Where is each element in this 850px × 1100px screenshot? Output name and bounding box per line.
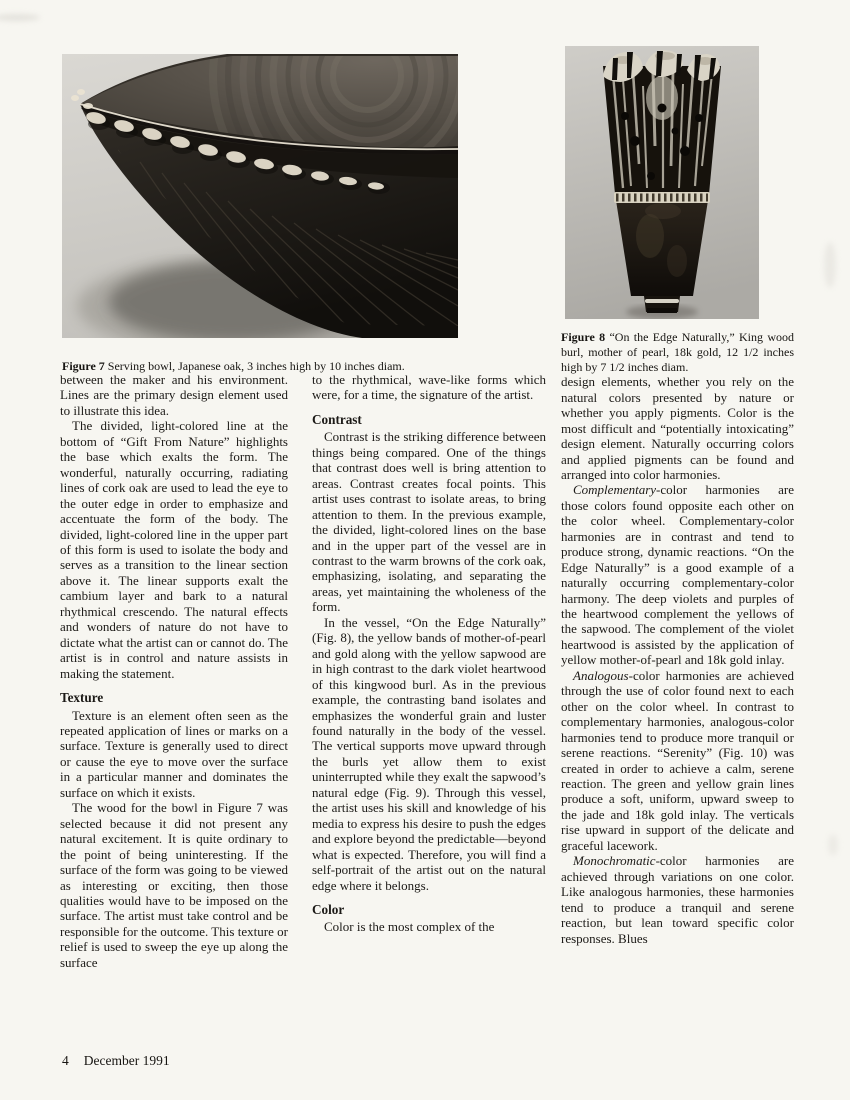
issue-date: December 1991 xyxy=(83,1053,170,1068)
section-heading: Texture xyxy=(60,690,104,706)
figure8-caption-text: “On the Edge Naturally,” King wood burl, mother of pearl, 18k gold, 12 1/2 inches high by 7 1/2 inches diam. xyxy=(561,330,794,374)
figure7-caption-text: Serving bowl, Japanese oak, 3 inches high by 10 inches diam. xyxy=(104,359,405,373)
column-3-text xyxy=(561,374,794,946)
body-paragraph: Contrast is the striking difference between things being compared. One of the things that contrast does well is bring attention to areas. Contrast creates focal points. This artist uses contrast to isolate areas, to bring attention to them. In the previous example, the divided, light-colored lines on the base and in the upper part of the vessel are in contrast to the warm browns of the cork oak, emphasizing, isolating, and separating the areas, yet maintaining the wholeness of the form. xyxy=(312,429,546,615)
italic-lead-word: Complementary xyxy=(573,482,657,498)
body-paragraph: design elements, whether you rely on the natural colors presented by nature or whether you apply pigments. Color is the most difficult and “potentially intoxicating” design element. Naturally occurring colors and applied pigments can be found and arranged into color harmonies. xyxy=(561,374,794,482)
body-paragraph: Analogous-color harmonies are achieved through the use of color found next to each other on the color wheel. In contrast to complementary harmonies, analogous-color harmonies tend to produce more tranquil or serene reactions. “Serenity” (Fig. 10) was created in order to achieve a calm, serene reaction. The green and yellow grain lines produce a soft, uniform, upward sweep to the jade and 18k gold inlay. The verticals rise upward in support of the delicate and graceful lacework. xyxy=(561,667,794,853)
figure7-serving-bowl-photo xyxy=(62,54,458,338)
scan-smudge xyxy=(824,242,836,288)
scan-smudge xyxy=(828,834,838,856)
italic-lead-word: Analogous xyxy=(573,667,629,683)
body-paragraph: Texture is an element often seen as the repeated application of lines or marks on a surface. Texture is generally used to direct or cause the eye to move over the surface in a particular manner and dominates the surface on which it exists. xyxy=(60,707,288,800)
italic-lead-word: Monochromatic xyxy=(573,853,656,869)
column-1 xyxy=(60,372,288,970)
body-paragraph: The wood for the bowl in Figure 7 was selected because it did not present any natural excitement. It is quite ordinary to the point of being uninteresting. If the surface of the form was going to be viewed as interesting or exciting, then those qualities would have to be imposed on the surface. The artist must take control and be responsible for the outcome. This texture or relief is used to sweep the eye up along the surface xyxy=(60,800,288,970)
section-heading: Color xyxy=(312,901,345,917)
section-heading: Contrast xyxy=(312,411,362,427)
figure8-vessel-photo xyxy=(565,46,759,319)
page-number: 4 xyxy=(62,1053,69,1068)
body-paragraph: between the maker and his environment. Lines are the primary design element used to illustrate this idea. xyxy=(60,372,288,418)
body-paragraph: Color is the most complex of the xyxy=(324,919,495,935)
body-paragraph: The divided, light-colored line at the bottom of “Gift From Nature” highlights the base which exalts the form. The wonderful, naturally occurring, radiating lines of cork oak are used to lead the eye to the outer edge in order to emphasize and accentuate the form of the body. The divided, light-colored line in the upper part of this form is used to isolate the body and serves as a transition to the linear section above it. The linear supports exalt the cambium layer and bark to a natural rhythmical crescendo. The natural effects and wonders of nature do not have to dictate what the artist can or cannot do. The artist is in control and nature assists in making the statement. xyxy=(60,418,288,681)
body-paragraph: to the rhythmical, wave-like forms which were, for a time, the signature of the artist. xyxy=(312,372,546,403)
body-paragraph: In the vessel, “On the Edge Naturally” (Fig. 8), the yellow bands of mother-of-pearl and gold along with the yellow sapwood are in high contrast to the dark violet heartwood of this kingwood burl. As in the previous example, the contrasting band isolates and emphasizes the wonderful grain and luster found naturally in the body of the vessel. The vertical supports move upward through the burls yet allow them to exist uninterrupted while they exalt the sapwood’s natural edge (Fig. 9). Through this vessel, the artist uses his skill and knowledge of his media to express his desire to push the edges and explore beyond the predictable—beyond what is expected. Therefore, you will find a self-portrait of the artist out on the natural edge where it belongs. xyxy=(312,614,546,893)
body-paragraph: Complementary-color harmonies are those colors found opposite each other on the color wheel. Complementary-color harmonies are in contrast and tend to produce strong, dynamic reactions. “On the Edge Naturally” is a good example of a naturally occurring complementary-color harmony. The deep violets and purples of the heartwood complement the yellows of the sapwood. The complement of the violet heartwood is assisted by the application of yellow mother-of-pearl and 18k gold inlay. xyxy=(561,482,794,668)
scan-smudge xyxy=(0,14,40,21)
page-footer xyxy=(62,1053,170,1069)
figure8-caption-label: Figure 8 xyxy=(561,330,606,345)
figure7-caption-label: Figure 7 xyxy=(62,359,105,373)
body-paragraph: Monochromatic-color harmonies are achieved through variations on one color. Like analogous harmonies, these harmonies tend to produce a tranquil and serene reaction, but lean toward specific color responses. Blues xyxy=(561,853,794,946)
figure8-caption xyxy=(561,330,794,374)
column-2 xyxy=(312,372,546,935)
column-3 xyxy=(561,46,794,946)
